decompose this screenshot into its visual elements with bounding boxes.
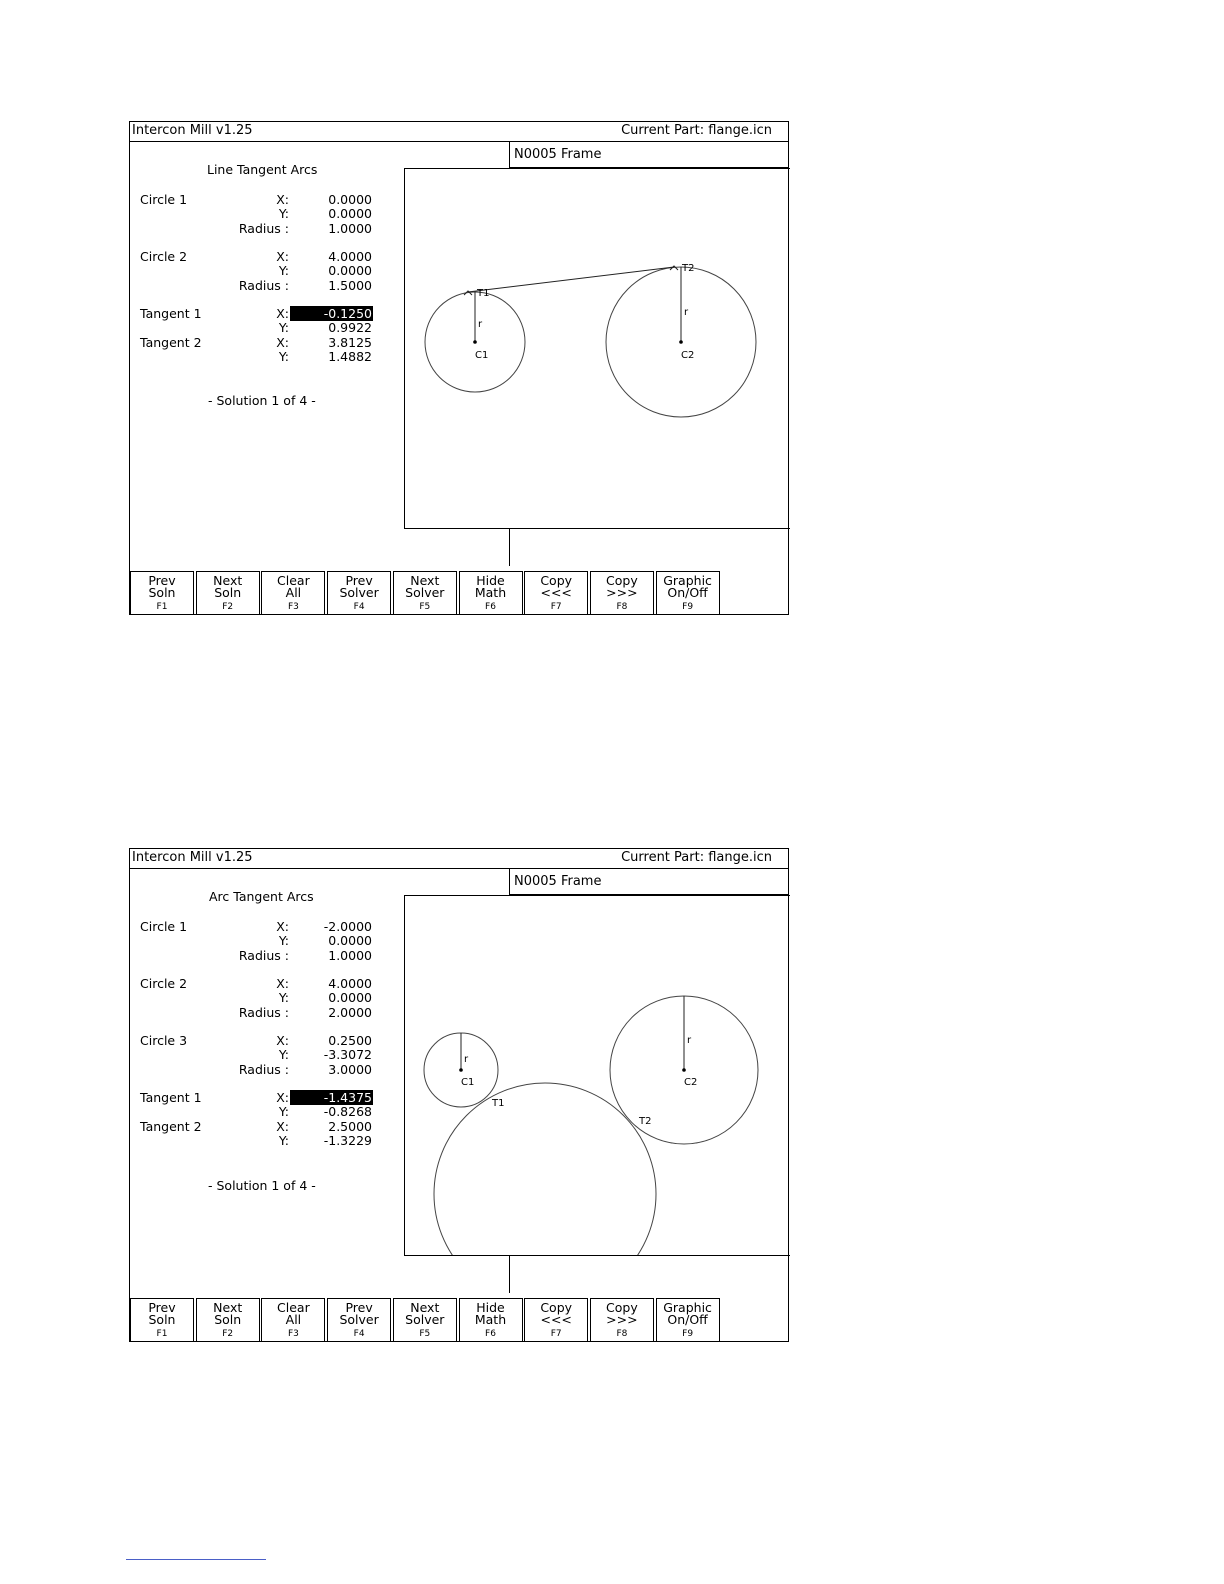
key-code: F7 (550, 1329, 562, 1339)
c1-label: C1 (461, 1077, 475, 1088)
t2-label: T2 (682, 263, 695, 274)
key-label-line1: Hide (476, 1300, 505, 1315)
solution-indicator: - Solution 1 of 4 - (208, 393, 316, 408)
math-panel (130, 869, 404, 1289)
value-row (130, 249, 404, 264)
axis-label: Y: (278, 1047, 289, 1063)
value-field[interactable]: 4.0000 (328, 976, 372, 991)
value-row (130, 933, 404, 948)
key-label-line2: Soln (148, 1312, 176, 1327)
key-label-line1: Hide (476, 573, 505, 588)
group-label: Circle 2 (140, 249, 188, 264)
value-field[interactable]: 0.0000 (328, 990, 372, 1006)
radius-2-label: r (687, 1035, 692, 1046)
key-code: F5 (419, 602, 431, 612)
key-label-line2: On/Off (667, 585, 708, 600)
key-code: F9 (682, 602, 694, 612)
solution-indicator: - Solution 1 of 4 - (208, 1178, 316, 1193)
key-label-line1: Copy (540, 573, 573, 588)
app-title: Intercon Mill v1.25 (132, 123, 253, 138)
function-key-f8-button[interactable] (590, 1298, 654, 1342)
function-key-f1-button[interactable] (130, 571, 194, 615)
group-label: Circle 1 (140, 919, 188, 934)
key-label-line2: <<< (540, 585, 572, 600)
key-label-line2: Soln (214, 1312, 242, 1327)
value-field[interactable]: 0.2500 (328, 1033, 372, 1048)
axis-label: Radius : (238, 947, 289, 963)
value-row (130, 278, 404, 293)
value-field[interactable]: 0.0000 (328, 192, 372, 207)
key-label-line2: >>> (606, 1312, 638, 1327)
current-part-label: Current Part: flange.icn (621, 123, 772, 138)
key-label-line2: >>> (606, 585, 638, 600)
axis-label: X: (276, 1090, 289, 1105)
function-key-f4-button[interactable] (327, 1298, 391, 1342)
axis-label: Y: (278, 263, 289, 279)
key-label-line2: <<< (540, 1312, 572, 1327)
circle-3 (434, 1083, 656, 1255)
panel-divider (509, 1256, 510, 1293)
key-label-line2: Math (474, 585, 507, 600)
key-label-line1: Copy (540, 1300, 573, 1315)
function-key-f9-button[interactable] (656, 1298, 720, 1342)
function-key-f5-button[interactable] (393, 571, 457, 615)
key-label-line2: Solver (339, 1312, 379, 1327)
axis-label: Radius : (238, 1004, 289, 1020)
value-row (130, 306, 404, 321)
value-field[interactable]: 4.0000 (328, 249, 372, 264)
axis-label: Y: (278, 1133, 289, 1149)
key-label-line1: Graphic (663, 1300, 712, 1315)
value-row (130, 1033, 404, 1048)
value-row (130, 221, 404, 236)
title-bar (130, 849, 788, 869)
value-row (130, 1005, 404, 1020)
group-label: Circle 2 (140, 976, 188, 991)
key-code: F6 (485, 602, 496, 612)
key-label-line1: Graphic (663, 573, 712, 588)
function-key-f7-button[interactable] (524, 571, 588, 615)
value-field[interactable]: -2.0000 (323, 919, 372, 934)
radius-2-label: r (684, 307, 689, 318)
function-key-f4-button[interactable] (327, 571, 391, 615)
key-code: F6 (485, 1329, 496, 1339)
function-key-f7-button[interactable] (524, 1298, 588, 1342)
value-row (130, 206, 404, 221)
key-label-line2: All (285, 1312, 302, 1327)
tangent-line (468, 267, 674, 292)
value-field[interactable]: -0.8268 (323, 1104, 372, 1120)
key-label-line2: Solver (405, 585, 445, 600)
c2-label: C2 (681, 350, 695, 361)
solver-title: Line Tangent Arcs (207, 162, 318, 177)
key-label-line1: Copy (606, 1300, 638, 1315)
axis-label: Y: (278, 1104, 289, 1120)
radius-1-label: r (464, 1054, 469, 1065)
panel-divider (509, 529, 510, 566)
value-row (130, 263, 404, 278)
mill-screen-arc-tangent-arcs (129, 848, 789, 1342)
value-row (130, 1119, 404, 1134)
function-key-f2-button[interactable] (196, 571, 260, 615)
app-title: Intercon Mill v1.25 (132, 850, 253, 865)
value-row (130, 349, 404, 364)
axis-label: Radius : (238, 277, 289, 293)
value-row (130, 976, 404, 991)
value-row (130, 990, 404, 1005)
current-part-label: Current Part: flange.icn (621, 850, 772, 865)
axis-label: Y: (278, 933, 289, 949)
key-label-line1: Prev (345, 573, 373, 588)
group-label: Tangent 2 (140, 334, 202, 350)
key-label-line1: Clear (277, 1300, 310, 1315)
key-code: F5 (419, 1329, 431, 1339)
geometry-plot (405, 169, 790, 528)
value-row (130, 335, 404, 350)
key-label-line1: Prev (148, 573, 176, 588)
value-field[interactable]: 1.0000 (328, 220, 372, 236)
key-code: F1 (156, 602, 168, 612)
value-row (130, 1104, 404, 1119)
axis-label: Y: (278, 320, 289, 336)
value-field[interactable]: 3.0000 (328, 1061, 372, 1077)
c2-label: C2 (684, 1077, 698, 1088)
center-1-point (473, 340, 477, 344)
key-code: F4 (353, 1329, 365, 1339)
value-row (130, 320, 404, 335)
title-bar (130, 122, 788, 142)
block-header: N0005 Frame (509, 142, 788, 168)
function-key-f1-button[interactable] (130, 1298, 194, 1342)
value-row (130, 1062, 404, 1077)
value-row (130, 1047, 404, 1062)
function-key-f9-button[interactable] (656, 571, 720, 615)
key-label-line2: On/Off (667, 1312, 708, 1327)
key-code: F3 (287, 1329, 299, 1339)
key-code: F3 (287, 602, 299, 612)
key-label-line2: Solver (339, 585, 379, 600)
mill-screen-line-tangent-arcs (129, 121, 789, 615)
value-field[interactable]: 0.0000 (328, 206, 372, 222)
value-field[interactable]: 1.0000 (328, 947, 372, 963)
value-row (130, 919, 404, 934)
radius-1-label: r (478, 319, 483, 330)
key-label-line2: Soln (148, 585, 176, 600)
key-code: F2 (222, 1329, 234, 1339)
axis-label: X: (276, 1033, 289, 1048)
geometry-plot (405, 896, 790, 1255)
key-code: F8 (616, 1329, 628, 1339)
value-field[interactable]: 3.8125 (328, 334, 372, 350)
value-field[interactable]: 2.5000 (328, 1118, 372, 1134)
function-key-f8-button[interactable] (590, 571, 654, 615)
value-field[interactable]: 2.0000 (328, 1004, 372, 1020)
key-code: F2 (222, 602, 234, 612)
value-field[interactable]: -1.3229 (323, 1133, 372, 1149)
axis-label: X: (276, 976, 289, 991)
function-key-f6-button[interactable] (459, 1298, 523, 1342)
axis-label: X: (276, 1118, 289, 1134)
t1-label: T1 (492, 1098, 505, 1109)
function-key-f3-button[interactable] (261, 571, 325, 615)
key-label-line2: Math (474, 1312, 507, 1327)
axis-label: Radius : (238, 220, 289, 236)
key-label-line2: Solver (405, 1312, 445, 1327)
group-label: Tangent 1 (140, 1090, 202, 1105)
function-key-f3-button[interactable] (261, 1298, 325, 1342)
axis-label: X: (276, 306, 289, 321)
value-field[interactable]: -3.3072 (323, 1047, 372, 1063)
axis-label: X: (276, 249, 289, 264)
t1-label: T1 (477, 288, 490, 299)
axis-label: Y: (278, 990, 289, 1006)
value-row (130, 1133, 404, 1148)
value-field[interactable]: 0.9922 (328, 320, 372, 336)
key-label-line2: All (285, 585, 302, 600)
key-label-line1: Copy (606, 573, 638, 588)
value-field[interactable]: 1.4882 (328, 349, 372, 365)
axis-label: X: (276, 334, 289, 350)
t2-label: T2 (639, 1116, 652, 1127)
group-label: Tangent 2 (140, 1118, 202, 1134)
key-label-line1: Next (410, 573, 440, 588)
center-2-point (682, 1068, 686, 1072)
key-label-line1: Next (213, 573, 243, 588)
key-label-line1: Next (213, 1300, 243, 1315)
function-key-f2-button[interactable] (196, 1298, 260, 1342)
group-label: Circle 3 (140, 1033, 188, 1048)
block-header: N0005 Frame (509, 869, 788, 895)
axis-label: X: (276, 919, 289, 934)
selected-value-field[interactable]: -1.4375 (290, 1090, 373, 1105)
axis-label: X: (276, 192, 289, 207)
value-row (130, 192, 404, 207)
key-label-line1: Clear (277, 573, 310, 588)
function-key-f6-button[interactable] (459, 571, 523, 615)
key-code: F9 (682, 1329, 694, 1339)
key-code: F4 (353, 602, 365, 612)
value-field[interactable]: 0.0000 (328, 933, 372, 949)
key-label-line2: Soln (214, 585, 242, 600)
value-row (130, 1090, 404, 1105)
graphic-view (404, 895, 790, 1256)
group-label: Circle 1 (140, 192, 188, 207)
footnote-rule (126, 1559, 266, 1560)
value-field[interactable]: 1.5000 (328, 277, 372, 293)
key-code: F8 (616, 602, 628, 612)
key-code: F7 (550, 602, 562, 612)
graphic-view (404, 168, 790, 529)
group-label: Tangent 1 (140, 306, 202, 321)
solver-title: Arc Tangent Arcs (209, 889, 314, 904)
value-row (130, 948, 404, 963)
value-field[interactable]: 0.0000 (328, 263, 372, 279)
math-panel (130, 142, 404, 562)
axis-label: Radius : (238, 1061, 289, 1077)
key-label-line1: Prev (148, 1300, 176, 1315)
function-key-f5-button[interactable] (393, 1298, 457, 1342)
c1-label: C1 (475, 350, 489, 361)
key-label-line1: Prev (345, 1300, 373, 1315)
selected-value-field[interactable]: -0.1250 (290, 306, 373, 321)
center-1-point (459, 1068, 463, 1072)
axis-label: Y: (278, 349, 289, 365)
center-2-point (679, 340, 683, 344)
key-code: F1 (156, 1329, 168, 1339)
key-label-line1: Next (410, 1300, 440, 1315)
axis-label: Y: (278, 206, 289, 222)
